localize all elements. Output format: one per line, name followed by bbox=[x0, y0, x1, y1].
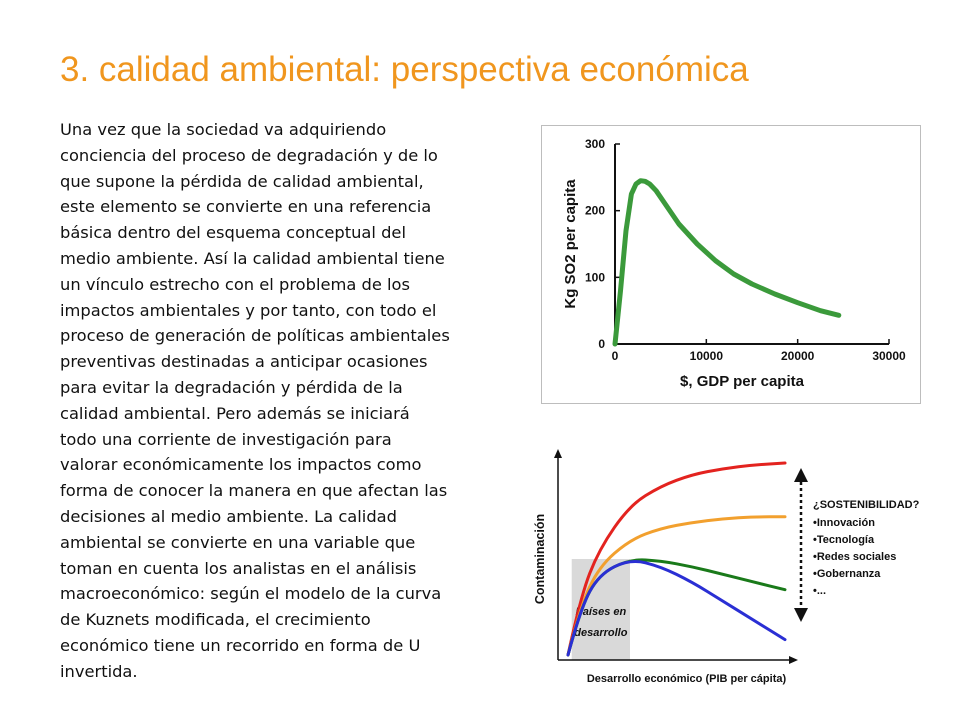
body-text bbox=[60, 117, 520, 685]
y-tick-label: 200 bbox=[584, 203, 605, 218]
x-tick-label: 30000 bbox=[872, 349, 906, 363]
body-line: toman en cuenta los analistas en el análisis bbox=[60, 558, 417, 578]
body-line: este elemento se convierte en una referencia bbox=[60, 197, 432, 217]
body-line: macroeconómico: según el modelo de la curva bbox=[60, 584, 442, 604]
body-line: ambiental se convierte en una variable que bbox=[60, 532, 416, 552]
x-axis-arrow bbox=[789, 656, 798, 664]
x-tick-label: 0 bbox=[611, 349, 619, 363]
kuznets-so2-chart bbox=[541, 125, 921, 404]
body-line: calidad ambiental. Pero además se iniciará bbox=[60, 403, 410, 423]
arrow-head-up bbox=[794, 468, 808, 482]
body-line: que supone la pérdida de calidad ambiental, bbox=[60, 171, 424, 191]
body-line: medio ambiente. Así la calidad ambiental tiene bbox=[60, 248, 445, 268]
sustainability-curve-chart bbox=[530, 440, 940, 695]
sustainability-factor: •Redes sociales bbox=[813, 551, 897, 563]
sustainability-chart-svg bbox=[530, 440, 940, 695]
y-axis-arrow bbox=[554, 449, 562, 458]
sustainability-factor: •Tecnología bbox=[813, 534, 875, 546]
body-line: básica dentro del esquema conceptual del bbox=[60, 223, 406, 243]
body-line: forma de conocer la manera en que afectan las bbox=[60, 481, 448, 501]
sustainability-factor: •Gobernanza bbox=[813, 568, 881, 580]
y-axis-label: Kg SO2 per capita bbox=[562, 179, 579, 309]
y-tick-label: 100 bbox=[584, 270, 605, 285]
body-line: conciencia del proceso de degradación y de lo bbox=[60, 145, 438, 165]
body-line: valorar económicamente los impactos como bbox=[60, 455, 422, 475]
y-tick-label: 0 bbox=[598, 337, 605, 351]
sustainability-heading: ¿SOSTENIBILIDAD? bbox=[813, 499, 920, 511]
body-line: un vínculo estrecho con el problema de los bbox=[60, 274, 410, 294]
body-line: económico tiene un recorrido en forma de U bbox=[60, 635, 421, 655]
body-line: impactos ambientales y por tanto, con todo el bbox=[60, 300, 437, 320]
y-axis-label: Contaminación bbox=[533, 513, 547, 605]
y-tick-label: 300 bbox=[584, 137, 605, 151]
region-label-line-2: desarrollo bbox=[574, 627, 628, 639]
sustainability-factor: •Innovación bbox=[813, 517, 875, 529]
body-line: para evitar la degradación y pérdida de la bbox=[60, 377, 403, 397]
page-title: 3. calidad ambiental: perspectiva económica bbox=[60, 50, 749, 89]
x-tick-label: 10000 bbox=[689, 349, 724, 363]
body-line: Una vez que la sociedad va adquiriendo bbox=[60, 120, 387, 139]
body-line: proceso de generación de políticas ambientales bbox=[60, 326, 450, 346]
body-line: todo una corriente de investigación para bbox=[60, 429, 392, 449]
x-axis-label: $, GDP per capita bbox=[680, 373, 804, 390]
so2-chart-svg bbox=[542, 126, 920, 403]
region-label-line-1: Países en bbox=[575, 606, 627, 618]
body-line: de Kuznets modificada, el crecimiento bbox=[60, 610, 371, 630]
body-line: preventivas destinadas a anticipar ocasiones bbox=[60, 352, 428, 372]
arrow-head-down bbox=[794, 608, 808, 622]
body-line: invertida. bbox=[60, 661, 138, 681]
sustainability-factor: •... bbox=[813, 585, 827, 597]
body-line: decisiones al medio ambiente. La calidad bbox=[60, 506, 397, 526]
x-tick-label: 20000 bbox=[780, 349, 815, 363]
so2-series-line bbox=[615, 181, 839, 344]
x-axis-label: Desarrollo económico (PIB per cápita) bbox=[586, 673, 787, 685]
